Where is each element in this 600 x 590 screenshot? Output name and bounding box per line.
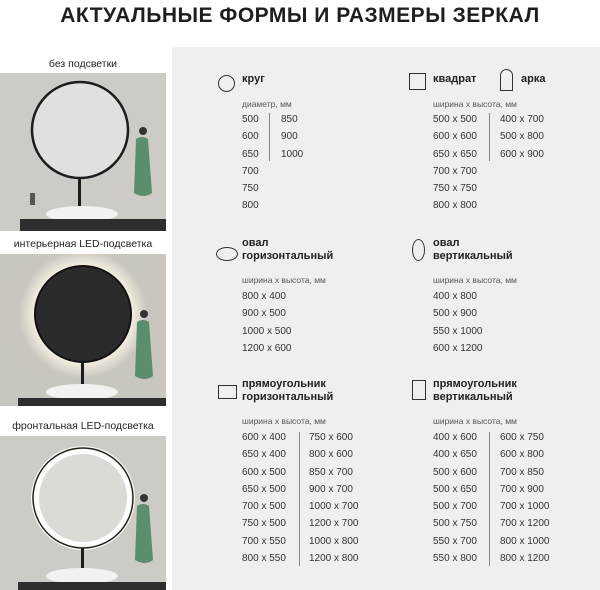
size-value: 550 x 700 — [433, 535, 477, 547]
square-sizes-col — [433, 111, 477, 215]
size-value: 1000 x 700 — [309, 501, 359, 513]
size-value: 700 x 550 — [242, 535, 286, 547]
square-dim-label: ширина х высота, мм — [433, 99, 517, 109]
size-value: 1200 x 700 — [309, 518, 359, 530]
mirror-interior-led-image — [0, 254, 166, 406]
rectangle-horizontal-shape-icon — [218, 385, 237, 399]
oval-vertical-label-1: овал — [433, 237, 460, 249]
size-value: 400 x 650 — [433, 449, 477, 461]
circle-shape-icon — [218, 75, 235, 92]
size-value: 700 x 1200 — [500, 518, 550, 530]
caption-frontal-led: фронтальная LED-подсветка — [12, 420, 154, 432]
rectangle-horizontal-sizes-col2 — [309, 429, 359, 567]
size-value: 900 x 500 — [242, 308, 286, 320]
size-value: 650 x 500 — [242, 483, 286, 495]
divider — [489, 113, 490, 161]
size-value: 700 x 500 — [242, 501, 286, 513]
arch-shape-icon — [500, 69, 513, 91]
divider — [269, 113, 270, 161]
arch-label: арка — [521, 73, 546, 85]
size-value: 850 x 700 — [309, 466, 353, 478]
arch-sizes-col — [500, 111, 544, 163]
size-value: 1200 x 800 — [309, 553, 359, 565]
oval-vertical-shape-icon — [412, 239, 425, 261]
rectangle-vertical-sizes-col2 — [500, 429, 550, 567]
rectangle-vertical-label-2: вертикальный — [433, 391, 513, 403]
size-value: 750 — [242, 183, 259, 195]
size-value: 600 x 500 — [242, 466, 286, 478]
circle-sizes-col2 — [281, 111, 303, 163]
size-value: 800 x 550 — [242, 553, 286, 565]
mirror-photos-column — [0, 52, 166, 590]
size-value: 400 x 600 — [433, 432, 477, 443]
size-value: 700 x 700 — [433, 165, 477, 177]
sizes-panel — [172, 47, 600, 590]
size-value: 600 x 1200 — [433, 342, 483, 354]
caption-interior-led: интерьерная LED-подсветка — [13, 238, 153, 250]
size-value: 800 x 1000 — [500, 535, 550, 547]
size-value: 850 — [281, 114, 298, 125]
mirror-frontal-led-image — [0, 436, 166, 590]
rectangle-vertical-dim-label: ширина х высота, мм — [433, 416, 517, 426]
rectangle-horizontal-sizes-col1 — [242, 429, 286, 567]
photo-no-light — [0, 73, 166, 231]
circle-sizes-col1 — [242, 111, 259, 215]
rectangle-vertical-shape-icon — [412, 380, 426, 400]
photo-frontal-led — [0, 436, 166, 590]
size-value: 550 x 800 — [433, 553, 477, 565]
rectangle-vertical-sizes-col1 — [433, 429, 477, 567]
size-value: 600 x 750 — [500, 432, 544, 443]
oval-horizontal-sizes-col — [242, 288, 292, 357]
size-value: 700 — [242, 165, 259, 177]
rectangle-horizontal-label-1: прямоугольник — [242, 378, 326, 390]
size-value: 500 — [242, 114, 259, 125]
size-value: 500 x 800 — [500, 131, 544, 143]
size-value: 500 x 600 — [433, 466, 477, 478]
caption-no-light: без подсветки — [48, 58, 118, 70]
rectangle-horizontal-dim-label: ширина х высота, мм — [242, 416, 326, 426]
oval-horizontal-shape-icon — [216, 247, 238, 261]
oval-vertical-sizes-col — [433, 288, 483, 357]
size-value: 400 x 700 — [500, 114, 544, 125]
size-value: 500 x 900 — [433, 308, 477, 320]
size-value: 500 x 650 — [433, 483, 477, 495]
size-value: 500 x 700 — [433, 501, 477, 513]
size-value: 800 x 400 — [242, 291, 286, 302]
size-value: 900 — [281, 131, 298, 143]
size-value: 1200 x 600 — [242, 342, 292, 354]
size-value: 600 x 900 — [500, 148, 544, 160]
oval-vertical-dim-label: ширина х высота, мм — [433, 275, 517, 285]
size-value: 650 — [242, 148, 259, 160]
size-value: 800 x 600 — [309, 449, 353, 461]
divider — [299, 432, 300, 566]
oval-horizontal-label-1: овал — [242, 237, 269, 249]
size-value: 750 x 750 — [433, 183, 477, 195]
size-value: 800 — [242, 200, 259, 212]
size-value: 600 — [242, 131, 259, 143]
size-value: 750 x 500 — [242, 518, 286, 530]
divider — [489, 432, 490, 566]
oval-vertical-label-2: вертикальный — [433, 250, 513, 262]
size-value: 1000 — [281, 148, 304, 160]
size-value: 1000 x 800 — [309, 535, 359, 547]
size-value: 650 x 400 — [242, 449, 286, 461]
photo-interior-led — [0, 254, 166, 406]
size-value: 900 x 700 — [309, 483, 353, 495]
size-value: 500 x 500 — [433, 114, 477, 125]
circle-label: круг — [242, 73, 265, 85]
size-value: 800 x 1200 — [500, 553, 550, 565]
size-value: 700 x 900 — [500, 483, 544, 495]
size-value: 1000 x 500 — [242, 325, 292, 337]
size-value: 650 x 650 — [433, 148, 477, 160]
oval-horizontal-label-2: горизонтальный — [242, 250, 334, 262]
square-label: квадрат — [433, 73, 477, 85]
size-value: 600 x 400 — [242, 432, 286, 443]
page-title: АКТУАЛЬНЫЕ ФОРМЫ И РАЗМЕРЫ ЗЕРКАЛ — [60, 4, 540, 27]
size-value: 500 x 750 — [433, 518, 477, 530]
rectangle-vertical-label-1: прямоугольник — [433, 378, 517, 390]
size-value: 750 x 600 — [309, 432, 353, 443]
size-value: 700 x 1000 — [500, 501, 550, 513]
size-value: 550 x 1000 — [433, 325, 483, 337]
size-value: 800 x 800 — [433, 200, 477, 212]
circle-dim-label: диаметр, мм — [242, 99, 292, 109]
size-value: 600 x 600 — [433, 131, 477, 143]
size-value: 600 x 800 — [500, 449, 544, 461]
oval-horizontal-dim-label: ширина х высота, мм — [242, 275, 326, 285]
square-shape-icon — [409, 73, 426, 90]
size-value: 400 x 800 — [433, 291, 477, 302]
size-value: 700 x 850 — [500, 466, 544, 478]
rectangle-horizontal-label-2: горизонтальный — [242, 391, 334, 403]
mirror-no-light-image — [0, 73, 166, 231]
